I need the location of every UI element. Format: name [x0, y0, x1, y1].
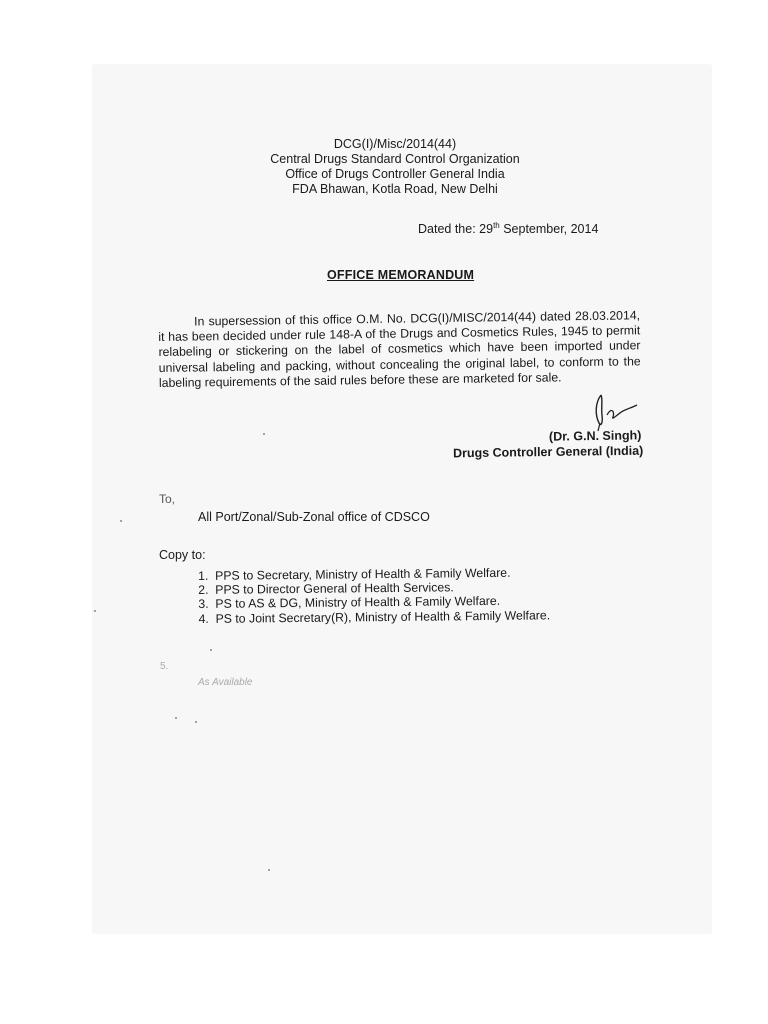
list-item: 4. PS to Joint Secretary(R), Ministry of Health & Family Welfare.	[198, 607, 551, 626]
signatory-designation: Drugs Controller General (India)	[452, 443, 644, 461]
to-recipient: All Port/Zonal/Sub-Zonal office of CDSCO	[198, 510, 430, 524]
letterhead	[250, 137, 540, 197]
copy-to-label: Copy to:	[159, 548, 206, 562]
office-address: FDA Bhawan, Kotla Road, New Delhi	[292, 182, 498, 196]
memo-title: OFFICE MEMORANDUM	[327, 268, 475, 282]
dated-line	[418, 221, 598, 236]
scan-speck	[210, 649, 212, 651]
faint-note-text: As Available	[198, 677, 253, 688]
organization-name: Central Drugs Standard Control Organization	[270, 152, 520, 166]
date-rest: September, 2014	[499, 222, 599, 237]
reference-number: DCG(I)/Misc/2014(44)	[333, 137, 457, 151]
memo-body: In supersession of this office O.M. No. DCG(I)/MISC/2014(44) dated 28.03.2014, it has been decided under rule 148-A of the Drugs and Cosmetics Rules, 1945 to permit relabeling or stickering on the label of cosmetics which have been imported under universal labeling and packing, without concealing the original label, to conform to the labeling requirements of the said rules before these are marketed for sale.	[158, 308, 641, 390]
scan-speck	[263, 433, 265, 435]
scan-speck	[195, 721, 197, 723]
scan-speck	[175, 717, 177, 719]
scan-speck	[268, 869, 270, 871]
list-item: 3. PS to AS & DG, Ministry of Health & Family Welfare.	[198, 594, 501, 612]
list-item: 1. PPS to Secretary, Ministry of Health & Family Welfare.	[198, 565, 511, 583]
scan-speck	[120, 520, 122, 522]
signatory-name: (Dr. G.N. Singh)	[548, 428, 642, 444]
date-prefix: Dated the: 29	[418, 222, 494, 237]
to-label: To,	[159, 492, 176, 506]
handwritten-signature	[589, 393, 641, 433]
faint-note-number: 5.	[160, 661, 169, 672]
scan-speck	[94, 610, 96, 612]
date-ordinal: th	[493, 221, 500, 230]
office-name: Office of Drugs Controller General India	[285, 167, 505, 181]
list-item: 2. PPS to Director General of Health Services.	[198, 580, 454, 598]
copy-to-list	[198, 565, 550, 625]
